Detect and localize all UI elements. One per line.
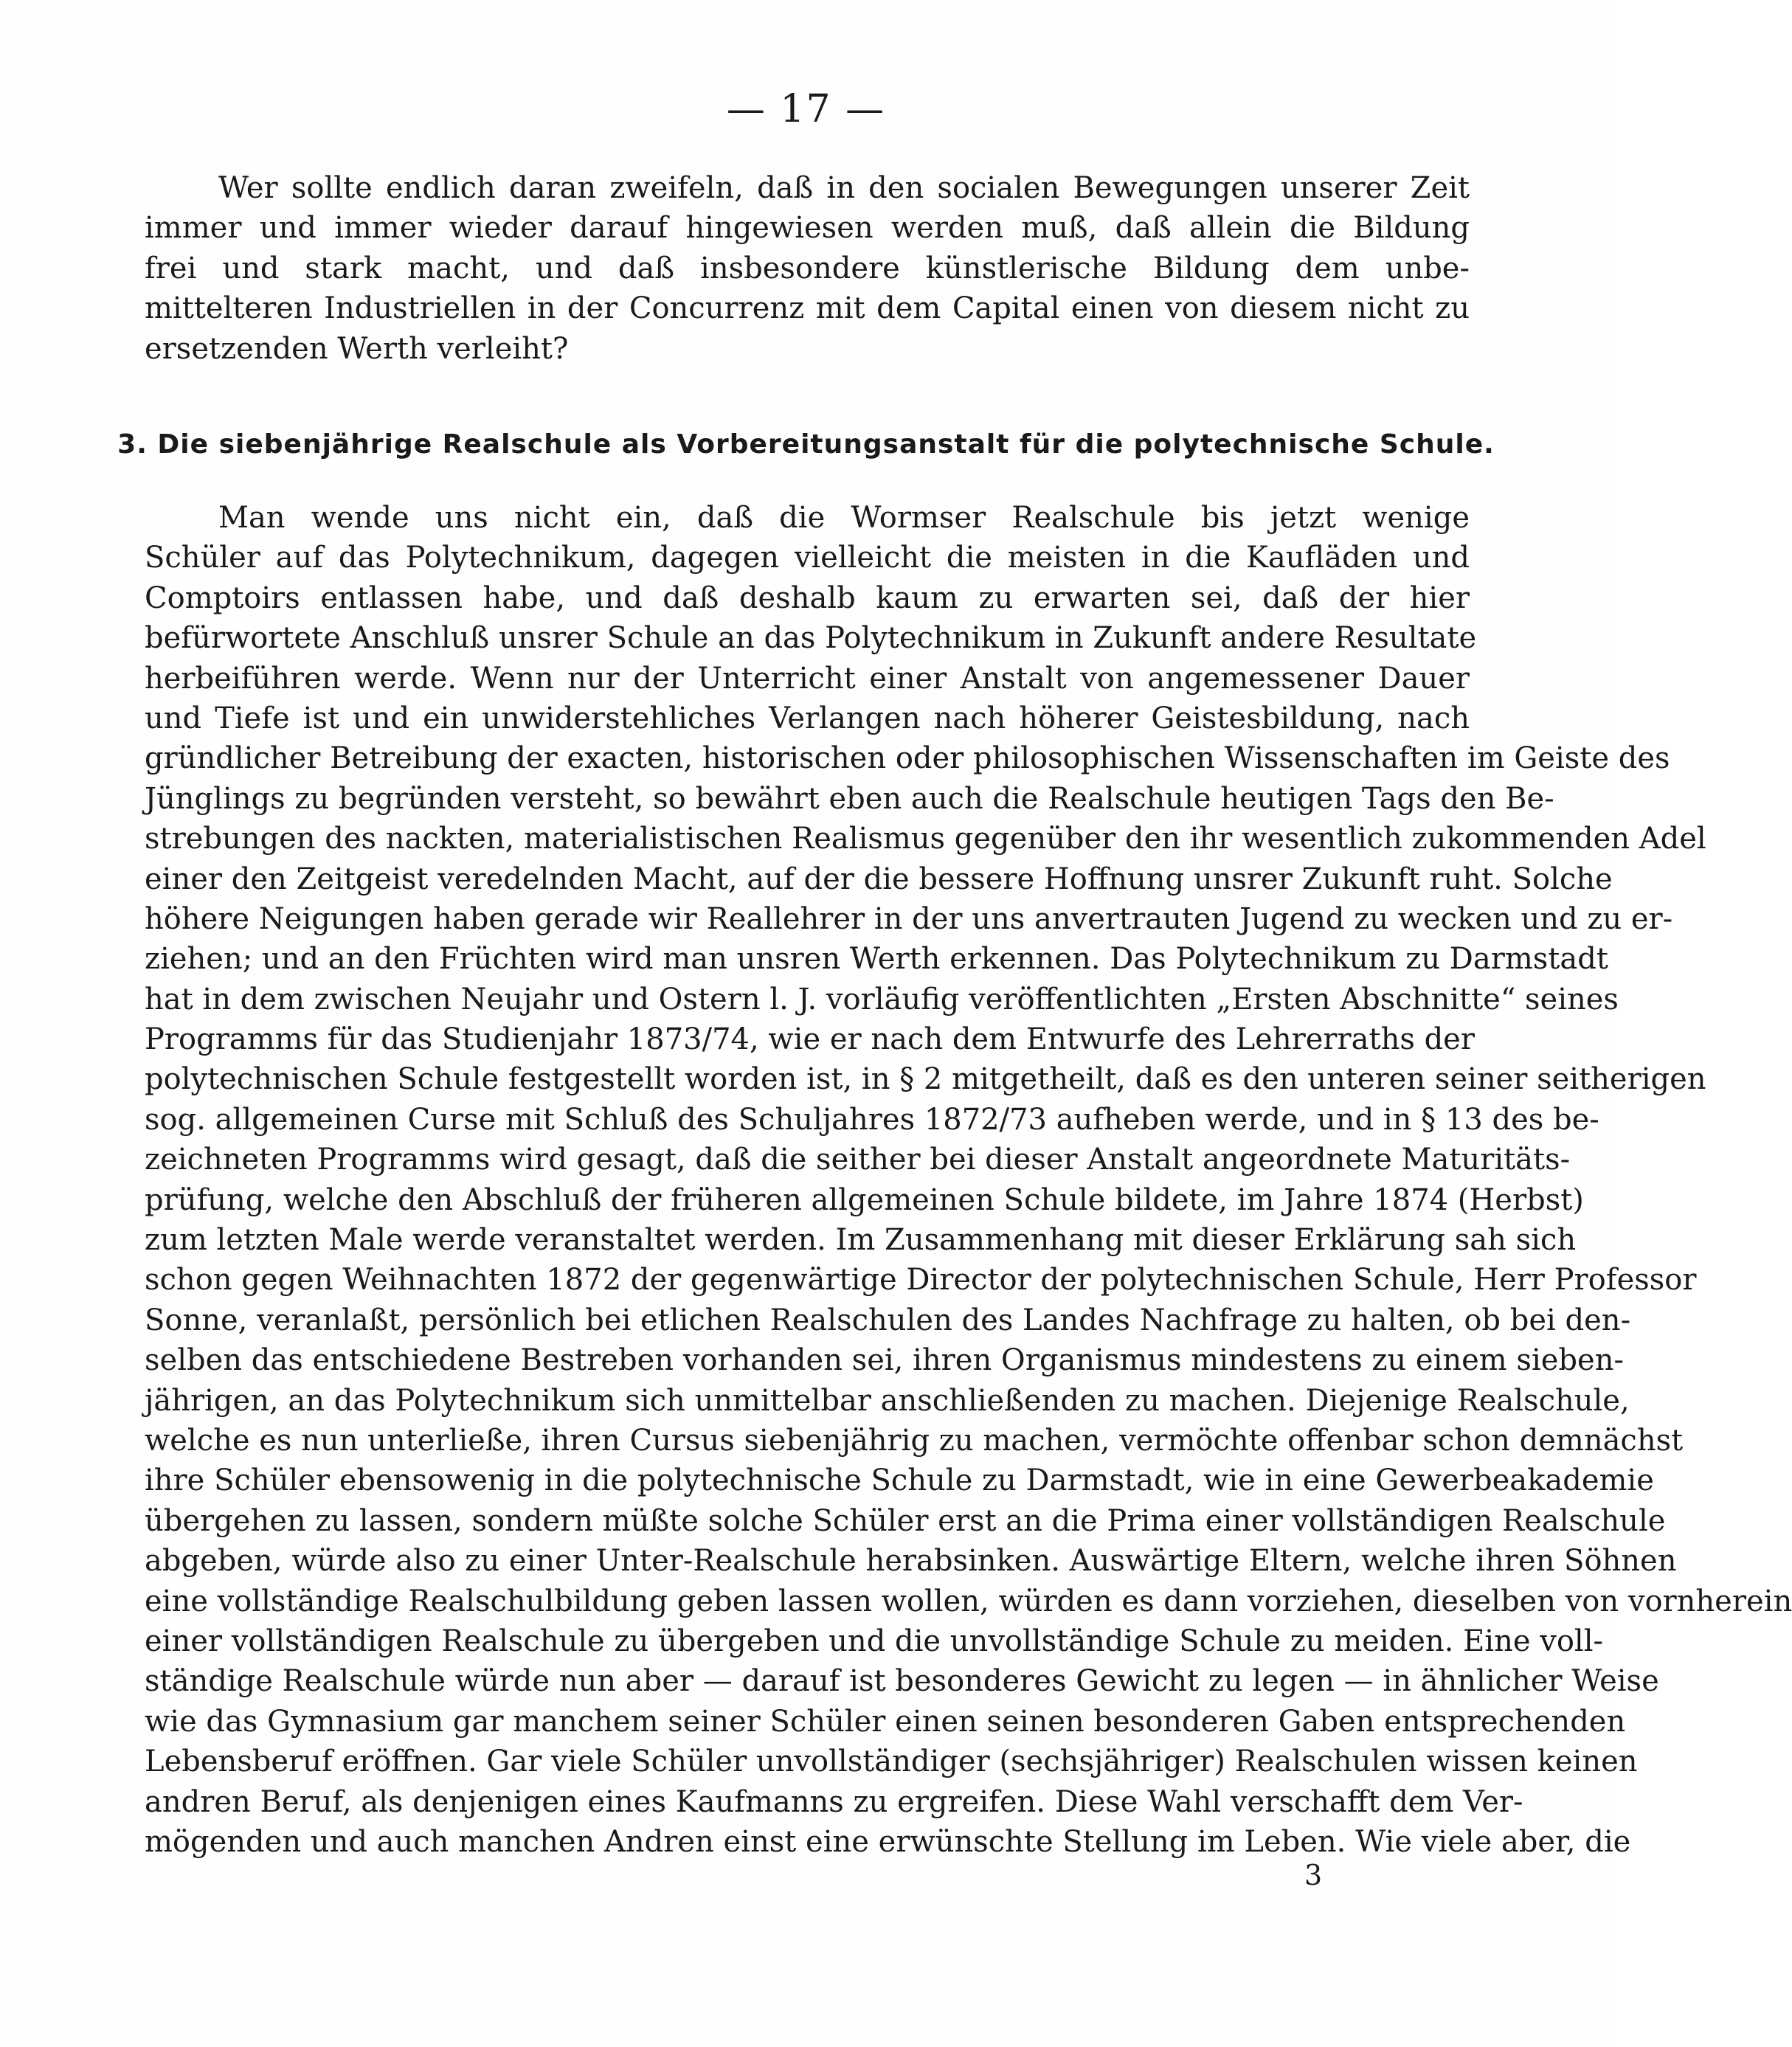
page-number: — 17 — [726, 87, 886, 131]
main-paragraph [145, 498, 1792, 1862]
text-line: gründlicher Betreibung der exacten, historischen oder philosophischen Wissenschaften im Geiste des [145, 741, 1670, 776]
text-line: ihre Schüler ebensowenig in die polytechnische Schule zu Darmstadt, wie in eine Gewerbeakademie [145, 1464, 1654, 1498]
text-line: Schüler auf das Polytechnikum, dagegen vielleicht die meisten in die Kaufläden und [145, 541, 1470, 575]
text-line: strebungen des nackten, materialistischen Realismus gegenüber den ihr wesentlich zukommenden Adel [145, 822, 1706, 856]
text-line: hat in dem zwischen Neujahr und Ostern l. J. vorläufig veröffentlichten „Ersten Abschnitte“ seines [145, 982, 1619, 1016]
text-line: höhere Neigungen haben gerade wir Reallehrer in der uns anvertrauten Jugend zu wecken und zu er- [145, 901, 1673, 936]
text-line: jährigen, an das Polytechnikum sich unmittelbar anschließenden zu machen. Diejenige Realschule, [145, 1383, 1630, 1418]
text-line: andren Beruf, als denjenigen eines Kaufmanns zu ergreifen. Diese Wahl verschafft dem Ver- [145, 1784, 1523, 1819]
text-line: herbeiführen werde. Wenn nur der Unterricht einer Anstalt von angemessener Dauer [145, 661, 1470, 696]
text-line: befürwortete Anschluß unsrer Schule an das Polytechnikum in Zukunft andere Resultate [145, 621, 1477, 656]
text-line: Wer sollte endlich daran zweifeln, daß in den socialen Bewegungen unserer Zeit [218, 171, 1470, 205]
text-line: polytechnischen Schule festgestellt worden ist, in § 2 mitgetheilt, daß es den unteren seiner seitherigen [145, 1062, 1706, 1097]
text-line: eine vollständige Realschulbildung geben lassen wollen, würden es dann vorziehen, dieselben von vornherein [145, 1584, 1792, 1618]
text-line: sog. allgemeinen Curse mit Schluß des Schuljahres 1872/73 aufheben werde, und in § 13 des be- [145, 1102, 1599, 1137]
text-line: und Tiefe ist und ein unwiderstehliches Verlangen nach höherer Geistesbildung, nach [145, 701, 1470, 735]
text-line: ersetzenden Werth verleiht? [145, 331, 569, 366]
text-line: ziehen; und an den Früchten wird man unsren Werth erkennen. Das Polytechnikum zu Darmstadt [145, 942, 1608, 977]
text-line: abgeben, würde also zu einer Unter-Realschule herabsinken. Auswärtige Eltern, welche ihren Söhnen [145, 1544, 1677, 1579]
text-line: immer und immer wieder darauf hingewiesen werden muß, daß allein die Bildung [145, 211, 1470, 246]
text-line: welche es nun unterließe, ihren Cursus siebenjährig zu machen, vermöchte offenbar schon demnächst [145, 1423, 1684, 1458]
text-line: einer vollständigen Realschule zu übergeben und die unvollständige Schule zu meiden. Eine voll- [145, 1624, 1604, 1658]
text-line: zeichneten Programms wird gesagt, daß die seither bei dieser Anstalt angeordnete Maturitäts- [145, 1143, 1571, 1177]
signature-mark: 3 [1304, 1859, 1323, 1891]
text-line: Sonne, veranlaßt, persönlich bei etlichen Realschulen des Landes Nachfrage zu halten, ob bei den- [145, 1303, 1631, 1337]
text-line: prüfung, welche den Abschluß der früheren allgemeinen Schule bildete, im Jahre 1874 (Herbst) [145, 1182, 1584, 1217]
text-line: schon gegen Weihnachten 1872 der gegenwärtige Director der polytechnischen Schule, Herr Professor [145, 1263, 1697, 1298]
text-line: wie das Gymnasium gar manchem seiner Schüler einen seinen besonderen Gaben entsprechenden [145, 1704, 1626, 1739]
text-line: Jünglings zu begründen versteht, so bewährt eben auch die Realschule heutigen Tags den Be- [145, 781, 1554, 816]
text-line: ständige Realschule würde nun aber — darauf ist besonderes Gewicht zu legen — in ähnlicher Weise [145, 1664, 1659, 1699]
text-line: einer den Zeitgeist veredelnden Macht, auf der die bessere Hoffnung unsrer Zukunft ruht. Solche [145, 862, 1613, 896]
text-line: Programms für das Studienjahr 1873/74, wie er nach dem Entwurfe des Lehrerraths der [145, 1022, 1475, 1057]
text-line: zum letzten Male werde veranstaltet werden. Im Zusammenhang mit dieser Erklärung sah sich [145, 1223, 1577, 1258]
intro-paragraph [145, 168, 1470, 369]
text-line: Lebensberuf eröffnen. Gar viele Schüler unvollständiger (sechsjähriger) Realschulen wissen keinen [145, 1745, 1638, 1779]
text-line: selben das entschiedene Bestreben vorhanden sei, ihren Organismus mindestens zu einem sieben- [145, 1343, 1624, 1378]
text-line: mögenden und auch manchen Andren einst eine erwünschte Stellung im Leben. Wie viele aber, die [145, 1824, 1631, 1859]
text-line: Man wende uns nicht ein, daß die Wormser Realschule bis jetzt wenige [218, 501, 1470, 535]
text-line: Comptoirs entlassen habe, und daß deshalb kaum zu erwarten sei, daß der hier [145, 581, 1470, 615]
text-line: mittelteren Industriellen in der Concurrenz mit dem Capital einen von diesem nicht zu [145, 291, 1470, 326]
text-line: frei und stark macht, und daß insbesondere künstlerische Bildung dem unbe- [145, 251, 1470, 285]
text-line: übergehen zu lassen, sondern müßte solche Schüler erst an die Prima einer vollständigen Realschule [145, 1503, 1666, 1538]
section-heading: 3. Die siebenjährige Realschule als Vorbereitungsanstalt für die polytechnische Schule. [117, 429, 1495, 460]
